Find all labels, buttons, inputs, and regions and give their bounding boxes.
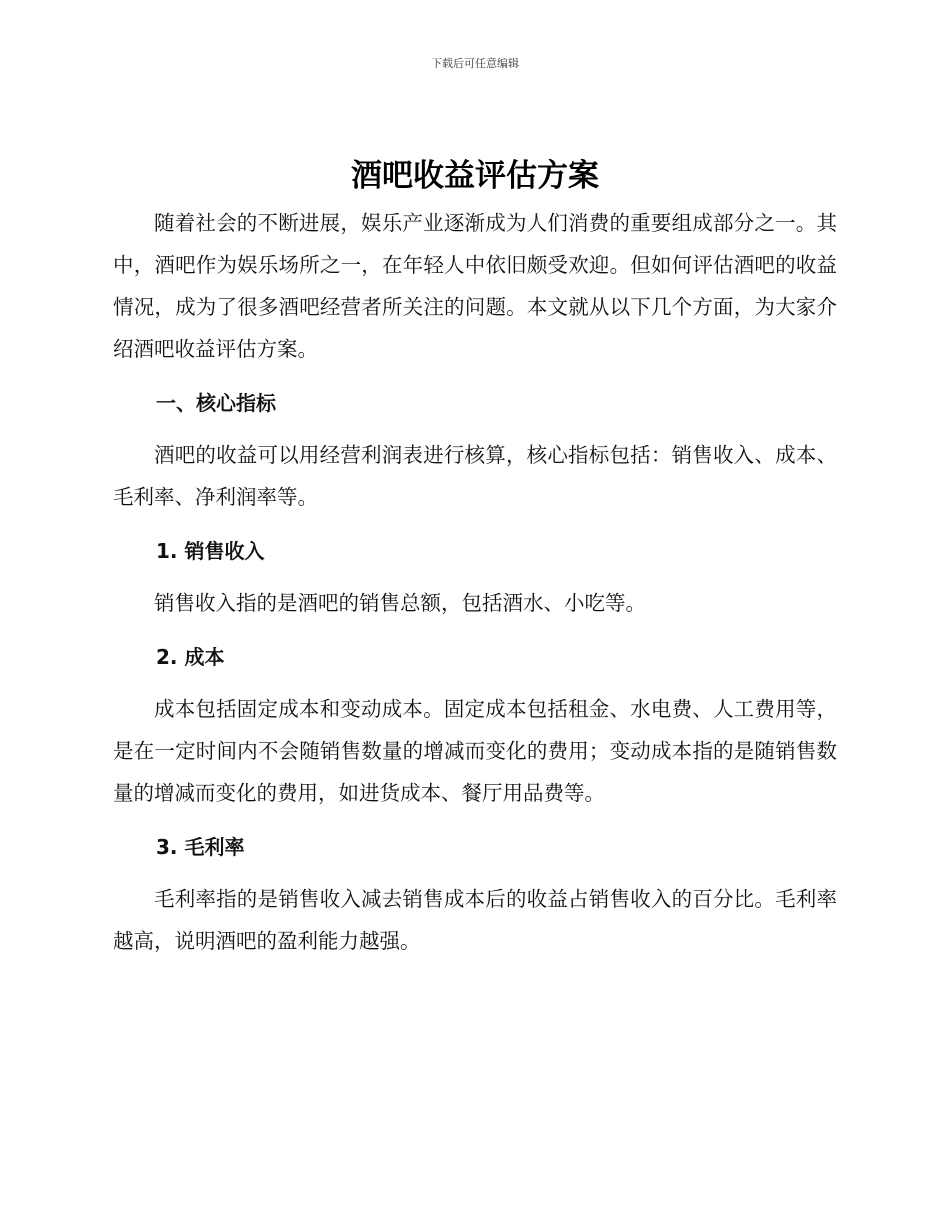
intro-paragraph: 随着社会的不断进展，娱乐产业逐渐成为人们消费的重要组成部分之一。其中，酒吧作为娱乐场所之一，在年轻人中依旧颇受欢迎。但如何评估酒吧的收益情况，成为了很多酒吧经营者所关注的问题。本文就从以下几个方面，为大家介绍酒吧收益评估方案。 (113, 211, 837, 361)
document-title: 酒吧收益评估方案 (351, 158, 599, 194)
subheading-cost: 2. 成本 (156, 645, 225, 669)
section-paragraph: 酒吧的收益可以用经营利润表进行核算，核心指标包括：销售收入、成本、毛利率、净利润率等。 (113, 443, 837, 509)
subheading-sales-revenue: 1. 销售收入 (156, 539, 265, 563)
subheading-gross-margin: 3. 毛利率 (156, 835, 245, 859)
section-heading-core-metrics: 一、核心指标 (156, 391, 276, 415)
gross-margin-paragraph: 毛利率指的是销售收入减去销售成本后的收益占销售收入的百分比。毛利率越高，说明酒吧的盈利能力越强。 (113, 887, 837, 953)
sales-revenue-paragraph: 销售收入指的是酒吧的销售总额，包括酒水、小吃等。 (154, 591, 646, 615)
cost-paragraph: 成本包括固定成本和变动成本。固定成本包括租金、水电费、人工费用等，是在一定时间内不会随销售数量的增减而变化的费用；变动成本指的是随销售数量的增减而变化的费用，如进货成本、餐厅用品费等。 (113, 697, 837, 805)
page-header: 下载后可任意编辑 (431, 57, 519, 70)
document-body (113, 202, 837, 962)
